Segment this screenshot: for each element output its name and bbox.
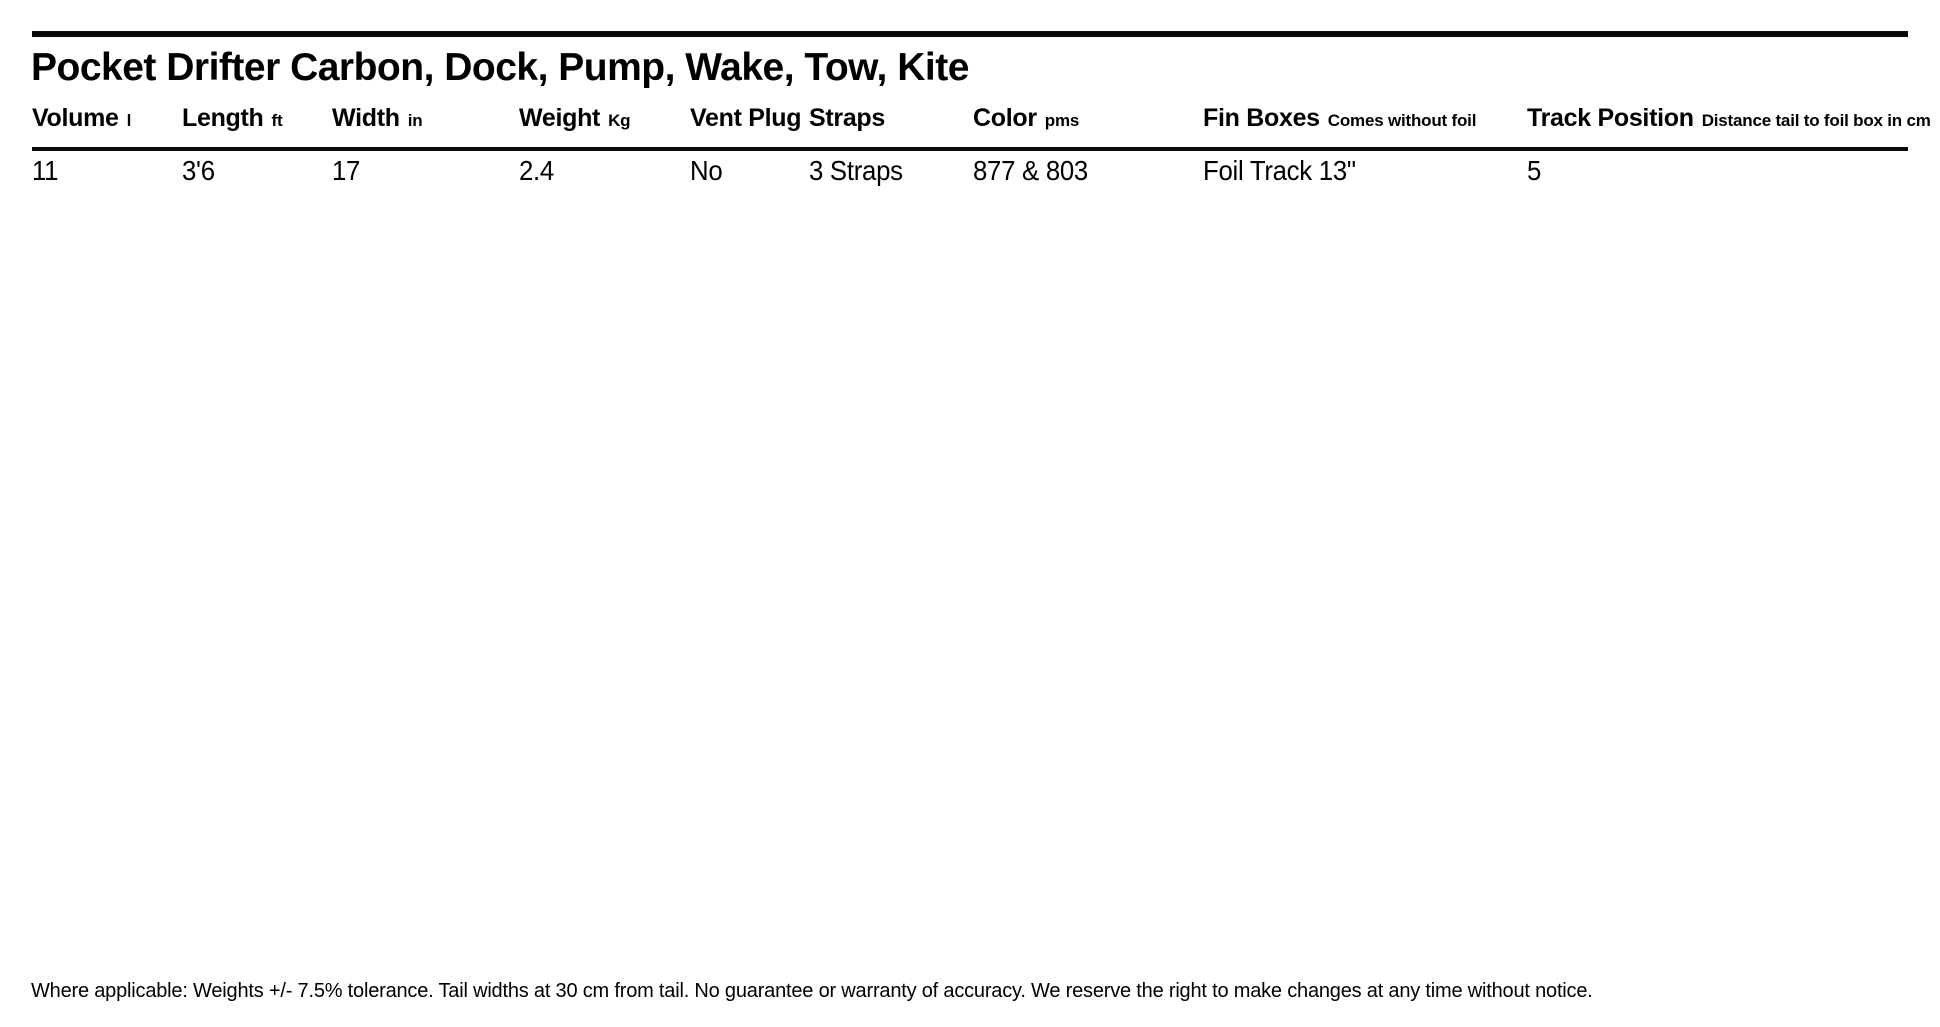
header-rule xyxy=(32,147,1908,151)
col-header-volume xyxy=(32,104,131,133)
cell-fin-boxes: Foil Track 13" xyxy=(1203,155,1356,186)
cell-length: 3'6 xyxy=(182,155,215,186)
col-header-unit: ft xyxy=(271,111,283,130)
col-header-track-position xyxy=(1527,104,1931,133)
col-header-label: Weight xyxy=(519,104,601,132)
col-header-label: Vent Plug xyxy=(690,104,802,132)
cell-volume: 11 xyxy=(32,155,59,186)
col-header-color xyxy=(973,104,1079,133)
cell-width: 17 xyxy=(332,155,361,186)
col-header-straps xyxy=(809,104,885,133)
col-header-unit: pms xyxy=(1044,111,1080,130)
col-header-vent-plug xyxy=(690,104,801,133)
cell-straps: 3 Straps xyxy=(809,155,903,186)
col-header-label: Straps xyxy=(809,104,886,132)
col-header-label: Width xyxy=(332,104,400,132)
col-header-unit: Distance tail to foil box in cm xyxy=(1701,111,1931,130)
col-header-width xyxy=(332,104,422,133)
col-header-label: Color xyxy=(973,104,1037,132)
page-title: Pocket Drifter Carbon, Dock, Pump, Wake, Tow, Kite xyxy=(31,46,969,89)
cell-color: 877 & 803 xyxy=(973,155,1088,186)
cell-vent-plug: No xyxy=(690,155,723,186)
table-header-row xyxy=(0,104,1940,138)
col-header-unit: in xyxy=(407,111,423,130)
top-rule xyxy=(32,31,1908,37)
cell-weight: 2.4 xyxy=(519,155,554,186)
col-header-unit: l xyxy=(126,111,132,130)
col-header-label: Volume xyxy=(32,104,119,132)
col-header-weight xyxy=(519,104,630,133)
table-row xyxy=(0,155,1940,189)
col-header-unit: Comes without foil xyxy=(1327,111,1477,130)
col-header-unit: Kg xyxy=(608,111,631,130)
col-header-length xyxy=(182,104,282,133)
cell-track-position: 5 xyxy=(1527,155,1542,186)
col-header-fin-boxes xyxy=(1203,104,1476,133)
col-header-label: Fin Boxes xyxy=(1203,104,1320,132)
col-header-label: Track Position xyxy=(1527,104,1694,132)
col-header-label: Length xyxy=(182,104,264,132)
footnote: Where applicable: Weights +/- 7.5% tolerance. Tail widths at 30 cm from tail. No guarantee or warranty of accuracy. We reserve the right to make changes at any time without notice. xyxy=(31,980,1593,1002)
